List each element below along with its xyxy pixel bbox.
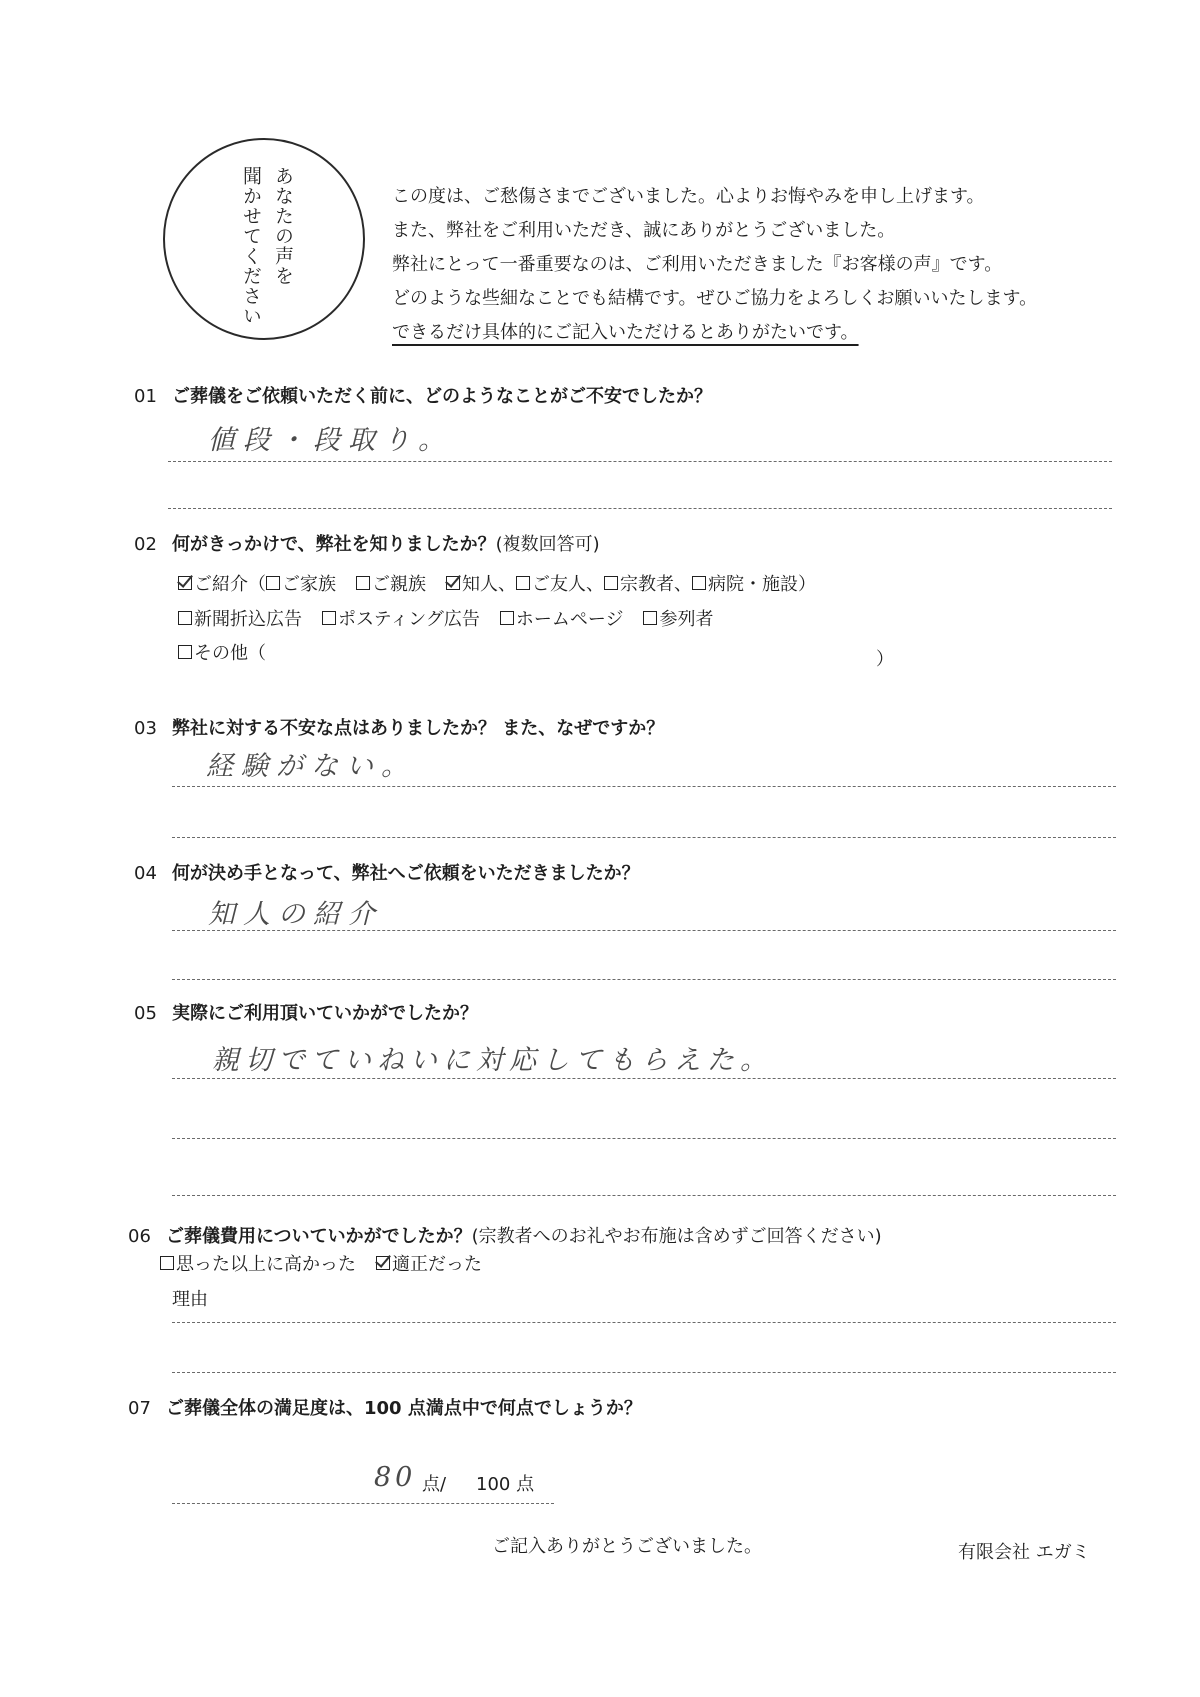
option-label: ご親族 xyxy=(372,574,426,595)
question-text: ご葬儀をご依頼いただく前に、どのようなことがご不安でしたか？ xyxy=(172,386,712,407)
question-text: 弊社に対する不安な点はありましたか？ また、なぜですか？ xyxy=(172,718,665,739)
option-label: ホームページ xyxy=(515,609,624,630)
question-text: ご葬儀全体の満足度は、100 点満点中で何点でしょうか？ xyxy=(166,1398,642,1419)
option-shinzoku[interactable] xyxy=(356,570,426,596)
option-appropriate[interactable] xyxy=(376,1250,482,1276)
answer-line[interactable] xyxy=(168,461,1112,462)
question-number: 02 xyxy=(134,534,157,555)
checkbox[interactable] xyxy=(643,611,657,625)
question-number: 05 xyxy=(134,1003,157,1024)
answer-line[interactable] xyxy=(172,930,1116,931)
checkbox-checked[interactable] xyxy=(178,576,192,590)
option-byoin[interactable] xyxy=(692,570,816,596)
intro-line-2: また、弊社をご利用いただき、誠にありがとうございました。 xyxy=(392,220,896,241)
score-line[interactable] xyxy=(172,1503,554,1504)
intro-line-5: できるだけ具体的にご記入いただけるとありがたいです。 xyxy=(392,322,859,343)
question-04 xyxy=(134,859,640,885)
question-06 xyxy=(128,1222,882,1248)
question-number: 06 xyxy=(128,1226,151,1247)
option-chijin[interactable] xyxy=(446,570,516,596)
answer-03-handwritten: 経験がない。 xyxy=(206,751,416,782)
checkbox[interactable] xyxy=(322,611,336,625)
question-text: ご葬儀費用についていかがでしたか？ xyxy=(166,1226,472,1247)
checkbox[interactable] xyxy=(516,576,530,590)
checkbox[interactable] xyxy=(178,611,192,625)
footer-thanks: ご記入ありがとうございました。 xyxy=(492,1536,762,1557)
checkbox[interactable] xyxy=(604,576,618,590)
option-label: 新聞折込広告 xyxy=(194,609,302,630)
cost-options-row xyxy=(160,1250,482,1276)
answer-line[interactable] xyxy=(172,1372,1116,1373)
question-number: 07 xyxy=(128,1398,151,1419)
answer-line[interactable] xyxy=(172,1322,1116,1323)
answer-line[interactable] xyxy=(172,786,1116,787)
checkbox[interactable] xyxy=(500,611,514,625)
checkbox[interactable] xyxy=(692,576,706,590)
source-options-row-1 xyxy=(178,570,816,596)
intro-line-4: どのような些細なことでも結構です。ぜひご協力をよろしくお願いいたします。 xyxy=(392,288,1038,309)
option-shinbun[interactable] xyxy=(178,605,302,631)
source-options-row-3 xyxy=(178,639,266,665)
score-max: 100 点 xyxy=(476,1474,535,1495)
question-01 xyxy=(134,382,712,408)
option-label: ポスティング広告 xyxy=(338,609,480,630)
question-text: 実際にご利用頂いていかがでしたか？ xyxy=(172,1003,478,1024)
question-03 xyxy=(134,714,664,740)
footer-company: 有限会社 エガミ xyxy=(958,1542,1090,1563)
answer-04-handwritten: 知人の紹介 xyxy=(208,899,383,930)
header-circle xyxy=(163,138,365,340)
score-unit: 点/ xyxy=(422,1474,447,1495)
option-label: ご友人、 xyxy=(532,574,604,595)
option-sonota[interactable] xyxy=(178,639,266,665)
option-sanretsu[interactable] xyxy=(643,605,713,631)
question-07 xyxy=(128,1394,642,1420)
option-label: 適正だった xyxy=(392,1254,482,1275)
option-label: 参列者 xyxy=(659,609,714,630)
option-label: ご紹介 xyxy=(194,574,248,595)
option-label: 病院・施設） xyxy=(708,574,816,595)
question-number: 01 xyxy=(134,386,157,407)
question-number: 04 xyxy=(134,863,157,884)
question-number: 03 xyxy=(134,718,157,739)
checkbox[interactable] xyxy=(266,576,280,590)
option-too-high[interactable] xyxy=(160,1250,356,1276)
question-text: 何が決め手となって、弊社へご依頼をいただきましたか？ xyxy=(172,863,640,884)
answer-line[interactable] xyxy=(172,837,1116,838)
answer-line[interactable] xyxy=(168,508,1112,509)
intro-line-1: この度は、ご愁傷さまでございました。心よりお悔やみを申し上げます。 xyxy=(392,186,985,207)
answer-line[interactable] xyxy=(172,1138,1116,1139)
circle-text-line2: 聞かせてください xyxy=(240,166,262,326)
question-note: (複数回答可) xyxy=(495,534,600,555)
paren: （ xyxy=(248,574,266,595)
question-note: (宗教者へのお礼やお布施は含めずご回答ください) xyxy=(471,1226,882,1247)
reason-label: 理由 xyxy=(172,1289,208,1310)
checkbox-checked[interactable] xyxy=(446,576,460,590)
question-05 xyxy=(134,999,478,1025)
checkbox-checked[interactable] xyxy=(376,1256,390,1270)
sonota-close-paren: ） xyxy=(876,649,894,670)
option-yujin[interactable] xyxy=(516,570,604,596)
score-handwritten: 80 xyxy=(374,1462,417,1493)
checkbox[interactable] xyxy=(178,645,192,659)
checkbox[interactable] xyxy=(356,576,370,590)
question-02 xyxy=(134,530,600,556)
answer-line[interactable] xyxy=(172,1195,1116,1196)
option-homepage[interactable] xyxy=(500,605,624,631)
question-text: 何がきっかけで、弊社を知りましたか？ xyxy=(172,534,496,555)
option-posting[interactable] xyxy=(322,605,480,631)
option-kazoku[interactable] xyxy=(266,570,336,596)
answer-01-handwritten: 値段・段取り。 xyxy=(208,425,453,456)
option-label: その他（ xyxy=(194,643,266,664)
option-label: 思った以上に高かった xyxy=(176,1254,356,1275)
intro-paragraph xyxy=(392,180,1152,350)
option-label: 知人、 xyxy=(462,574,516,595)
checkbox[interactable] xyxy=(160,1256,174,1270)
option-shokai[interactable] xyxy=(178,570,248,596)
answer-line[interactable] xyxy=(172,1078,1116,1079)
option-label: 宗教者、 xyxy=(620,574,692,595)
circle-text-line1: あなたの声を xyxy=(272,166,294,286)
intro-line-3: 弊社にとって一番重要なのは、ご利用いただきました『お客様の声』です。 xyxy=(392,254,1003,275)
source-options-row-2 xyxy=(178,605,713,631)
answer-line[interactable] xyxy=(172,979,1116,980)
option-label: ご家族 xyxy=(282,574,336,595)
option-shukyo[interactable] xyxy=(604,570,692,596)
answer-05-handwritten: 親切でていねいに対応してもらえた。 xyxy=(212,1045,773,1076)
